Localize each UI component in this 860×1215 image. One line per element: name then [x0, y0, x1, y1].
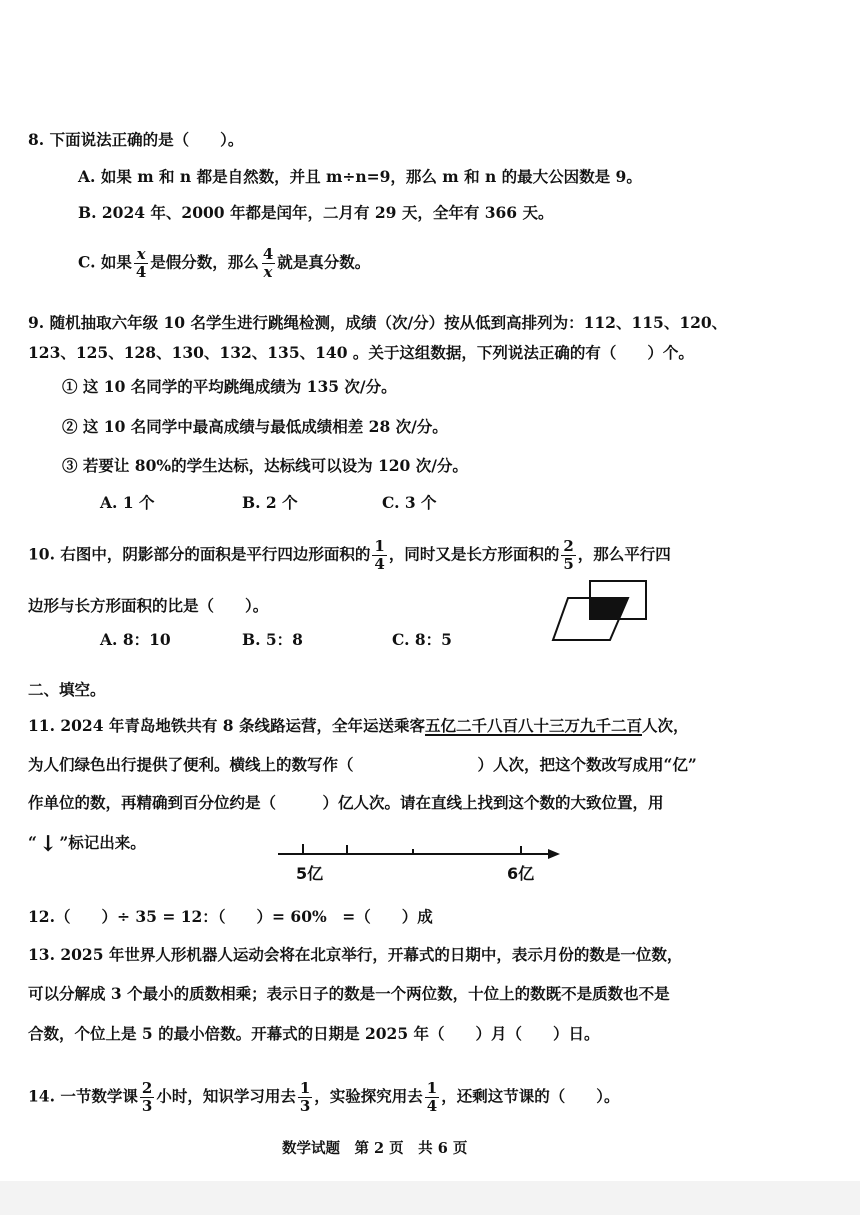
page-footer: 数学试题 第 2 页 共 6 页: [282, 1140, 468, 1157]
q9-stem-line1: 9. 随机抽取六年级 10 名学生进行跳绳检测，成绩（次/分）按从低到高排列为：112、115、120、: [28, 313, 728, 332]
q13-line2: 可以分解成 3 个最小的质数相乘；表示日子的数是一个两位数，十位上的数既不是质数也不是: [28, 984, 670, 1003]
number-line-arrowhead: [548, 849, 560, 859]
number-line-label-6yi: 6亿: [507, 864, 535, 883]
fraction: $\frac{1}{3}$: [299, 1079, 311, 1115]
q11-line3: 作单位的数，再精确到百分位约是（ ）亿人次。请在直线上找到这个数的大致位置，用: [28, 793, 664, 812]
q11-line1: [28, 715, 689, 737]
q14-line: [28, 1080, 619, 1115]
q11-text: 11. 2024 年青岛地铁共有 8 条线路运营，全年运送乘客: [28, 716, 425, 735]
fraction: $\frac{x}{4}$: [135, 245, 147, 281]
shaded-region: [590, 598, 628, 619]
fraction: $\frac{2}{5}$: [563, 537, 574, 573]
number-line-label-5yi: 5亿: [296, 864, 324, 883]
q10-text: 10. 右图中，阴影部分的面积是平行四边形面积的: [28, 544, 371, 564]
q14-text: 小时，知识学习用去: [156, 1086, 296, 1106]
q13-line3: 合数，个位上是 5 的最小倍数。开幕式的日期是 2025 年（ ）月（ ）日。: [28, 1024, 600, 1043]
q8-option-b: B. 2024 年、2000 年都是闰年，二月有 29 天，全年有 366 天。: [78, 203, 554, 222]
q9-option-a: A. 1 个: [100, 493, 155, 512]
q9-statement-2: ② 这 10 名同学中最高成绩与最低成绩相差 28 次/分。: [62, 417, 448, 436]
q9-option-c: C. 3 个: [382, 493, 437, 512]
number-line: [276, 836, 566, 886]
q14-text: ，实验探究用去: [314, 1086, 423, 1106]
q8-c-text: 是假分数，那么: [150, 252, 259, 272]
q9-statement-3: ③ 若要让 80%的学生达标，达标线可以设为 120 次/分。: [62, 456, 468, 475]
q8-stem: 8. 下面说法正确的是（ ）。: [28, 130, 244, 149]
q14-text: ，还剩这节课的（ ）。: [441, 1086, 620, 1106]
q10-option-a: A. 8：10: [100, 630, 171, 649]
q14-text: 14. 一节数学课: [28, 1086, 138, 1106]
q8-option-a: A. 如果 m 和 n 都是自然数，并且 m÷n=9，那么 m 和 n 的最大公因数是 9。: [78, 167, 642, 186]
q8-option-c: [78, 246, 370, 281]
fraction: $\frac{4}{x}$: [262, 245, 274, 281]
q11-line4: “↓ ”标记出来。: [28, 831, 146, 857]
q10-text: ，那么平行四: [577, 544, 671, 564]
q11-line2: 为人们绿色出行提供了便利。横线上的数写作（ ）人次，把这个数改写成用“亿”: [28, 755, 697, 774]
underlined-number-words: 五亿二千八百八十三万九千二百: [424, 716, 642, 735]
section-fill-in-title: 二、填空。: [28, 680, 106, 699]
q9-stem-line2: 123、125、128、130、132、135、140 。关于这组数据，下列说法正确的有（ ）个。: [28, 343, 694, 362]
q10-stem-line2: 边形与长方形面积的比是（ ）。: [28, 596, 269, 615]
q9-option-b: B. 2 个: [242, 493, 298, 512]
scan-bottom-margin: [0, 1181, 860, 1215]
fraction: $\frac{1}{4}$: [426, 1079, 438, 1115]
q10-option-c: C. 8：5: [392, 630, 452, 649]
down-arrow-icon: ↓: [38, 831, 58, 857]
q11-text: 人次，: [642, 716, 689, 735]
fraction: $\frac{2}{3}$: [141, 1079, 153, 1115]
q10-text: ，同时又是长方形面积的: [388, 544, 560, 564]
q13-line1: 13. 2025 年世界人形机器人运动会将在北京举行，开幕式的日期中，表示月份的数是一位数，: [28, 945, 683, 964]
q9-statement-1: ① 这 10 名同学的平均跳绳成绩为 135 次/分。: [62, 377, 397, 396]
fraction: $\frac{1}{4}$: [374, 537, 385, 573]
q8-c-text: C. 如果: [78, 252, 132, 272]
q12-line: 12.（ ）÷ 35 = 12：（ ）= 60% =（ ）成: [28, 907, 433, 926]
parallelogram-rectangle-figure: [548, 576, 654, 646]
q8-c-text: 就是真分数。: [277, 252, 371, 272]
q10-stem-line1: [28, 538, 671, 573]
q10-option-b: B. 5：8: [242, 630, 303, 649]
